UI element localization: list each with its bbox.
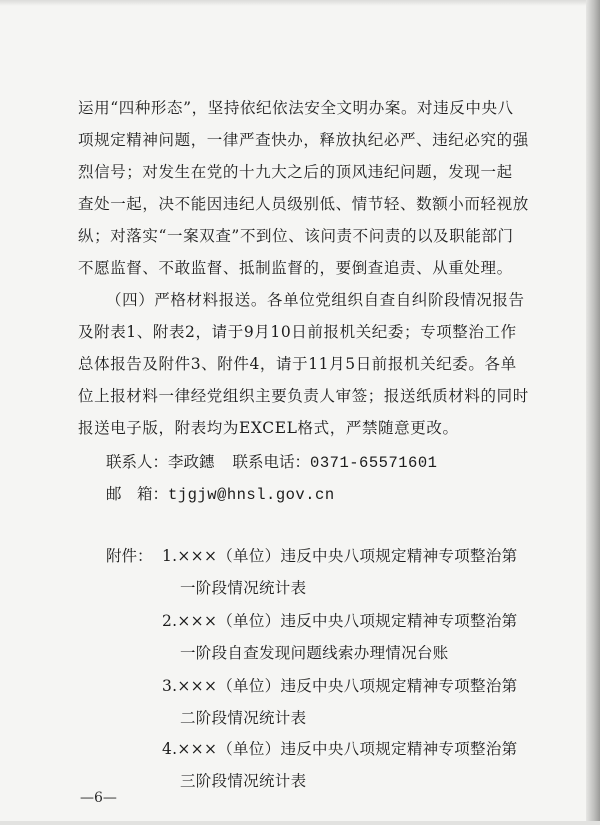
contact-email-label: 邮 箱： [106, 485, 169, 503]
body-line: 位上报材料一律经党组织主要负责人审签；报送纸质材料的同时 [78, 387, 529, 405]
page-number: —6— [80, 790, 117, 806]
contact-email-line [106, 484, 335, 505]
attachment-item: 1.×××（单位）违反中央八项规定精神专项整治第 [162, 547, 518, 565]
body-line: 运用“四种形态”，坚持依纪依法安全文明办案。对违反中央八 [78, 99, 514, 117]
attachment-item-continued: 一阶段情况统计表 [180, 579, 307, 597]
body-line: 烈信号；对发生在党的十九大之后的顶风违纪问题，发现一起 [78, 163, 513, 181]
scan-edge-top [0, 0, 600, 6]
body-line: 报送电子版，附表均为EXCEL格式，严禁随意更改。 [78, 419, 459, 437]
body-line: 总体报告及附件3、附件4，请于11月5日前报机关纪委。各单 [78, 355, 517, 373]
body-line: 不愿监督、不敢监督、抵制监督的，要倒查追责、从重处理。 [78, 259, 513, 277]
attachment-item: 4.×××（单位）违反中央八项规定精神专项整治第 [162, 740, 518, 758]
attachment-item-continued: 一阶段自查发现问题线索办理情况台账 [180, 644, 449, 662]
contact-phone: 0371-65571601 [310, 454, 438, 472]
attachment-item: 3.×××（单位）违反中央八项规定精神专项整治第 [162, 677, 518, 695]
scan-edge-bottom [0, 821, 600, 825]
contact-person-line [106, 452, 437, 473]
attachments-label: 附件： [106, 547, 153, 565]
scan-edge-right [586, 0, 600, 825]
contact-email: tjgjw@hnsl.gov.cn [168, 486, 335, 504]
body-line: 查处一起，决不能因违纪人员级别低、情节轻、数额小而轻视放 [78, 195, 529, 213]
contact-person-label: 联系人： [106, 453, 169, 471]
body-line: 及附表1、附表2，请于9月10日前报机关纪委；专项整治工作 [78, 323, 517, 341]
attachment-item-continued: 三阶段情况统计表 [180, 772, 307, 790]
contact-phone-label: 联系电话： [232, 453, 311, 471]
body-line: 项规定精神问题，一律严查快办，释放执纪必严、违纪必究的强 [78, 131, 529, 149]
body-line: 纵；对落实“一案双查”不到位、该问责不问责的以及职能部门 [78, 227, 514, 245]
attachment-item-continued: 二阶段情况统计表 [180, 709, 307, 727]
contact-person-name: 李政鏸 [168, 453, 215, 471]
attachment-item: 2.×××（单位）违反中央八项规定精神专项整治第 [162, 612, 518, 630]
section-heading-line: （四）严格材料报送。各单位党组织自查自纠阶段情况报告 [106, 291, 525, 309]
